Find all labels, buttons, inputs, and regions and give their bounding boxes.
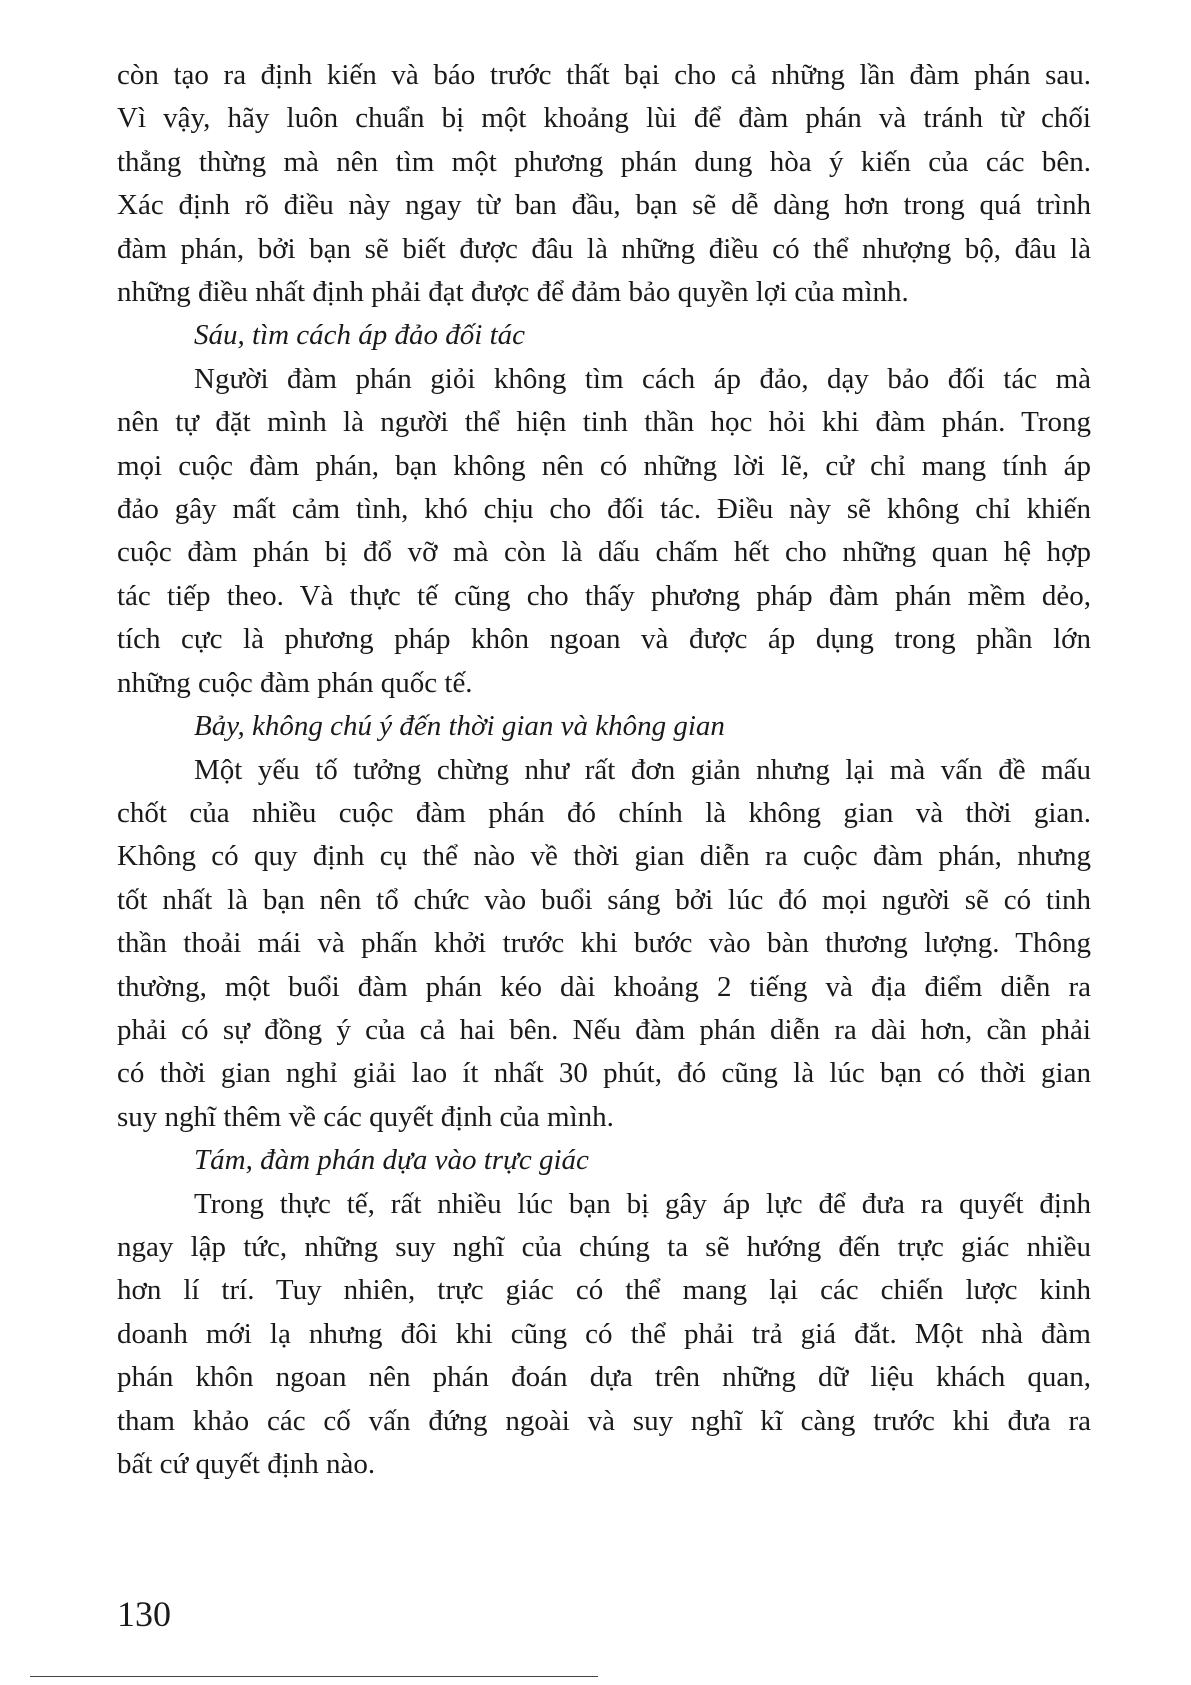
section-heading-seven: Bảy, không chú ý đến thời gian và không gian — [194, 710, 725, 743]
text-line: phải có sự đồng ý của cả hai bên. Nếu đàm phán diễn ra dài hơn, cần phải — [117, 1013, 1091, 1046]
text-line: mọi cuộc đàm phán, bạn không nên có những lời lẽ, cử chỉ mang tính áp — [117, 449, 1091, 482]
text-line: phán khôn ngoan nên phán đoán dựa trên những dữ liệu khách quan, — [117, 1361, 1091, 1394]
text-line: suy nghĩ thêm về các quyết định của mình. — [117, 1100, 614, 1133]
text-line: bất cứ quyết định nào. — [117, 1448, 376, 1480]
text-line: có thời gian nghỉ giải lao ít nhất 30 phút, đó cũng là lúc bạn có thời gian — [117, 1057, 1091, 1090]
text-line: chốt của nhiều cuộc đàm phán đó chính là không gian và thời gian. — [117, 796, 1091, 829]
text-line: Xác định rõ điều này ngay từ ban đầu, bạn sẽ dễ dàng hơn trong quá trình — [117, 189, 1091, 222]
text-line: đàm phán, bởi bạn sẽ biết được đâu là những điều có thể nhượng bộ, đâu là — [117, 232, 1091, 265]
text-line: Một yếu tố tưởng chừng như rất đơn giản nhưng lại mà vấn đề mấu — [194, 753, 1091, 786]
text-line: những điều nhất định phải đạt được để đảm bảo quyền lợi của mình. — [117, 276, 909, 309]
page-body — [117, 54, 1091, 1486]
text-line: tốt nhất là bạn nên tổ chức vào buổi sáng bởi lúc đó mọi người sẽ có tinh — [117, 883, 1091, 916]
text-line: tích cực là phương pháp khôn ngoan và được áp dụng trong phần lớn — [117, 623, 1091, 656]
text-line: Trong thực tế, rất nhiều lúc bạn bị gây áp lực để đưa ra quyết định — [194, 1187, 1091, 1220]
text-line: tác tiếp theo. Và thực tế cũng cho thấy phương pháp đàm phán mềm dẻo, — [117, 579, 1091, 612]
text-line: Người đàm phán giỏi không tìm cách áp đảo, dạy bảo đối tác mà — [194, 362, 1091, 395]
text-line: còn tạo ra định kiến và báo trước thất bại cho cả những lần đàm phán sau. — [117, 59, 1091, 91]
section-heading-eight: Tám, đàm phán dựa vào trực giác — [194, 1144, 589, 1177]
page-number: 130 — [117, 1594, 171, 1634]
text-line: những cuộc đàm phán quốc tế. — [117, 666, 473, 699]
text-line: tham khảo các cố vấn đứng ngoài và suy nghĩ kĩ càng trước khi đưa ra — [117, 1404, 1091, 1437]
text-line: thường, một buổi đàm phán kéo dài khoảng 2 tiếng và địa điểm diễn ra — [117, 970, 1091, 1003]
paragraph-seven — [117, 749, 1091, 1140]
text-line: doanh mới lạ nhưng đôi khi cũng có thể phải trả giá đắt. Một nhà đàm — [117, 1317, 1091, 1350]
page-bottom-rule — [30, 1676, 598, 1677]
text-line: hơn lí trí. Tuy nhiên, trực giác có thể mang lại các chiến lược kinh — [117, 1274, 1091, 1307]
text-line: thần thoải mái và phấn khởi trước khi bước vào bàn thương lượng. Thông — [117, 927, 1091, 960]
paragraph-six — [117, 358, 1091, 705]
section-heading-six: Sáu, tìm cách áp đảo đối tác — [194, 319, 526, 352]
paragraph-eight — [117, 1183, 1091, 1487]
text-line: Không có quy định cụ thể nào về thời gian diễn ra cuộc đàm phán, nhưng — [117, 840, 1091, 873]
text-line: Vì vậy, hãy luôn chuẩn bị một khoảng lùi để đàm phán và tránh từ chối — [117, 102, 1091, 135]
text-line: thẳng thừng mà nên tìm một phương phán dung hòa ý kiến của các bên. — [117, 145, 1091, 178]
text-line: đảo gây mất cảm tình, khó chịu cho đối tác. Điều này sẽ không chỉ khiến — [117, 493, 1091, 526]
text-line: nên tự đặt mình là người thể hiện tinh thần học hỏi khi đàm phán. Trong — [117, 406, 1091, 439]
text-line: cuộc đàm phán bị đổ vỡ mà còn là dấu chấm hết cho những quan hệ hợp — [117, 536, 1091, 569]
text-line: ngay lập tức, những suy nghĩ của chúng ta sẽ hướng đến trực giác nhiều — [117, 1230, 1091, 1263]
paragraph-continuation — [117, 54, 1091, 314]
